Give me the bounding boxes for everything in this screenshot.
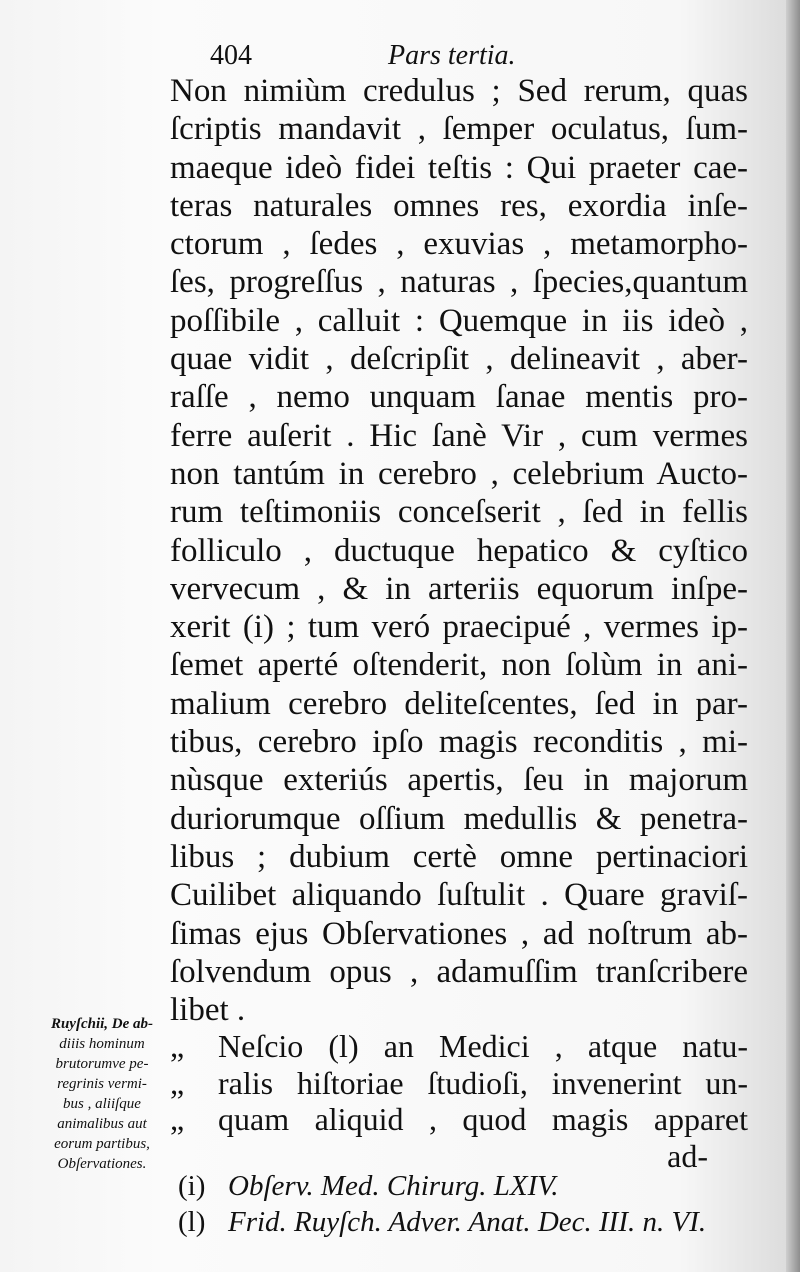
- running-title: Pars tertia.: [388, 40, 516, 71]
- text-line: tibus, cerebro ipſo magis reconditis , mi-: [170, 724, 748, 761]
- page-edge: [786, 0, 800, 1272]
- text-line: ſemet aperté oſtenderit, non ſolùm in ani-: [170, 647, 748, 684]
- text-line: malium cerebro deliteſcentes, ſed in par-: [170, 685, 748, 722]
- footnote-text: Frid. Ruyſch. Adver. Anat. Dec. III. n. VI.: [228, 1206, 707, 1238]
- quote-mark: „: [170, 1064, 185, 1101]
- margin-note: [32, 1014, 172, 1174]
- quotation-block: [170, 1028, 748, 1174]
- text-line: folliculo , ductuque hepatico & cyſtico: [170, 532, 748, 569]
- footnote-mark: (i): [178, 1170, 206, 1202]
- text-line: libus ; dubium certè omne pertinaciori: [170, 838, 748, 875]
- footnote-mark: (l): [178, 1206, 206, 1238]
- text-line: nùsque exteriús apertis, ſeu in majorum: [170, 762, 748, 799]
- text-line: Cuilibet aliquando ſuſtulit . Quare graviſ-: [170, 877, 748, 914]
- margin-note-line: eorum partibus,: [54, 1136, 150, 1152]
- text-line: rum teſtimoniis conceſserit , ſed in fellis: [170, 494, 748, 531]
- margin-note-line: brutorumve pe-: [55, 1056, 149, 1072]
- footnote: [178, 1204, 758, 1240]
- quote-text: ralis hiſtoriae ſtudioſi, invenerint un-: [218, 1064, 748, 1101]
- margin-note-line: regrinis vermi-: [57, 1076, 147, 1092]
- text-line: Non nimiùm credulus ; Sed rerum, quas: [170, 73, 748, 109]
- quote-line: [170, 1028, 748, 1065]
- margin-note-line: diiis hominum: [59, 1036, 145, 1052]
- text-line: non tantúm in cerebro , celebrium Aucto-: [170, 455, 748, 492]
- margin-note-line: bus , aliiſque: [63, 1096, 141, 1112]
- text-line: ſimas ejus Obſervationes , ad noſtrum ab-: [170, 915, 748, 952]
- text-line: ferre auſerit . Hic ſanè Vir , cum vermes: [170, 417, 748, 454]
- text-line: raſſe , nemo unquam ſanae mentis pro-: [170, 379, 748, 416]
- margin-note-line: Obſervationes.: [57, 1156, 147, 1172]
- quote-mark: „: [170, 1028, 185, 1064]
- text-line: teras naturales omnes res, exordia inſe-: [170, 187, 748, 224]
- text-line: ſcriptis mandavit , ſemper oculatus, ſum-: [170, 111, 748, 148]
- text-line: maeque ideò fidei teſtis : Qui praeter cae-: [170, 149, 748, 186]
- text-line: poſſibile , calluit : Quemque in iis ideò ,: [170, 302, 748, 339]
- footnote: [178, 1168, 758, 1204]
- text-line: xerit (i) ; tum veró praecipué , vermes ip-: [170, 609, 748, 646]
- main-text: [170, 72, 748, 1029]
- text-line: duriorumque oſſium medullis & penetra-: [170, 800, 748, 837]
- footnote-text: Obſerv. Med. Chirurg. LXIV.: [228, 1170, 559, 1202]
- quote-line: [170, 1065, 748, 1102]
- text-line: ſolvendum opus , adamuſſim tranſcribere: [170, 953, 748, 990]
- text-line: ctorum , ſedes , exuvias , metamorpho-: [170, 226, 748, 263]
- text-line: quae vidit , deſcripſit , delineavit , aber-: [170, 341, 748, 378]
- quote-text: Neſcio (l) an Medici , atque natu-: [218, 1028, 748, 1064]
- margin-note-line: Ruyſchii, De ab-: [50, 1016, 154, 1032]
- footnotes: [178, 1168, 758, 1240]
- page-number: 404: [210, 40, 252, 71]
- quote-text: quam aliquid , quod magis apparet: [218, 1101, 748, 1137]
- text-line: libet .: [170, 992, 246, 1029]
- quote-line: [170, 1101, 748, 1138]
- quote-mark: „: [170, 1101, 185, 1137]
- text-line: vervecum , & in arteriis equorum inſpe-: [170, 570, 748, 607]
- page-header: [210, 36, 580, 76]
- catchword: ad-: [667, 1137, 708, 1174]
- margin-note-line: animalibus aut: [57, 1116, 147, 1132]
- text-line: ſes, progreſſus , naturas , ſpecies,quantum: [170, 264, 748, 301]
